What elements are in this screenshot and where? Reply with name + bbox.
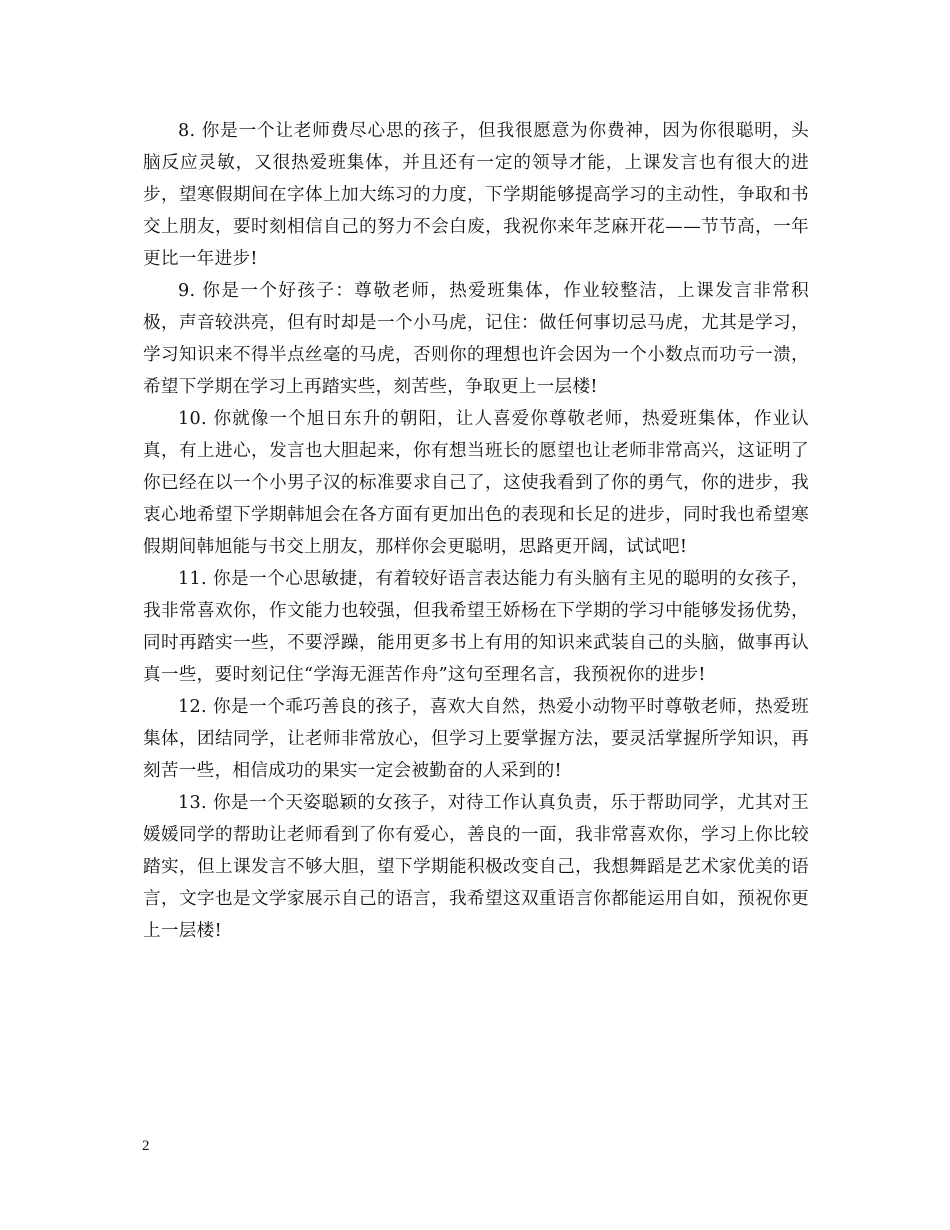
document-body (143, 115, 809, 947)
comment-paragraph-10: 10. 你就像一个旭日东升的朝阳，让人喜爱你尊敬老师，热爱班集体，作业认真，有上进心，发言也大胆起来，你有想当班长的愿望也让老师非常高兴，这证明了你已经在以一个小男子汉的标准要求自己了，这使我看到了你的勇气，你的进步，我衷心地希望下学期韩旭会在各方面有更加出色的表现和长足的进步，同时我也希望寒假期间韩旭能与书交上朋友，那样你会更聪明，思路更开阔，试试吧! (143, 409, 809, 557)
comment-paragraph-11: 11. 你是一个心思敏捷，有着较好语言表达能力有头脑有主见的聪明的女孩子，我非常喜欢你，作文能力也较强，但我希望王娇杨在下学期的学习中能够发扬优势，同时再踏实一些，不要浮躁，能用更多书上有用的知识来武装自己的头脑，做事再认真一些，要时刻记住“学海无涯苦作舟”这句至理名言，我预祝你的进步! (143, 569, 809, 685)
page-number: 2 (142, 1138, 150, 1154)
comment-paragraph-13: 13. 你是一个天姿聪颖的女孩子，对待工作认真负责，乐于帮助同学，尤其对王媛媛同学的帮助让老师看到了你有爱心，善良的一面，我非常喜欢你，学习上你比较踏实，但上课发言不够大胆，望下学期能积极改变自己，我想舞蹈是艺术家优美的语言，文字也是文学家展示自己的语言，我希望这双重语言你都能运用自如，预祝你更上一层楼! (143, 793, 809, 941)
comment-paragraph-12: 12. 你是一个乖巧善良的孩子，喜欢大自然，热爱小动物平时尊敬老师，热爱班集体，团结同学，让老师非常放心，但学习上要掌握方法，要灵活掌握所学知识，再刻苦一些，相信成功的果实一定会被勤奋的人采到的! (143, 697, 809, 781)
comment-paragraph-8: 8. 你是一个让老师费尽心思的孩子，但我很愿意为你费神，因为你很聪明，头脑反应灵敏，又很热爱班集体，并且还有一定的领导才能，上课发言也有很大的进步，望寒假期间在字体上加大练习的力度，下学期能够提高学习的主动性，争取和书交上朋友，要时刻相信自己的努力不会白废，我祝你来年芝麻开花——节节高，一年更比一年进步! (143, 121, 809, 269)
comment-paragraph-9: 9. 你是一个好孩子：尊敬老师，热爱班集体，作业较整洁，上课发言非常积极，声音较洪亮，但有时却是一个小马虎，记住：做任何事切忌马虎，尤其是学习，学习知识来不得半点丝毫的马虎，否则你的理想也许会因为一个小数点而功亏一溃，希望下学期在学习上再踏实些，刻苦些，争取更上一层楼! (143, 281, 809, 397)
